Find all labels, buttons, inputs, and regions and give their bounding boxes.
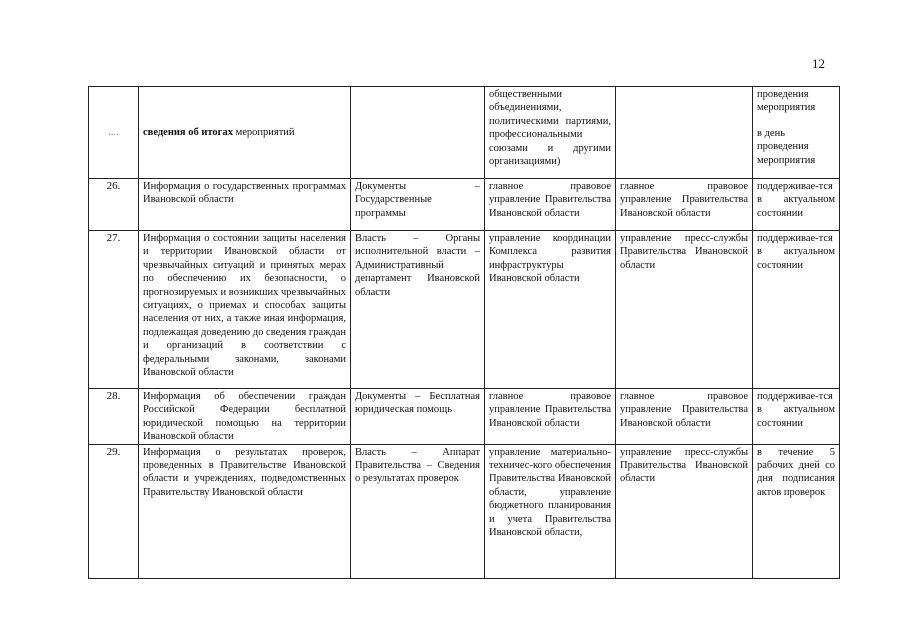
deadline-cell: в течение 5 рабочих дней со дня подписания актов проверок bbox=[753, 444, 840, 578]
publisher-cell: управление пресс-службы Правительства Ивановской области bbox=[616, 231, 753, 389]
info-type-cell: Информация об обеспечении граждан Российской Федерации бесплатной юридической помощью на территории Ивановской области bbox=[139, 389, 351, 445]
publisher-cell: главное правовое управление Правительства Ивановской области bbox=[616, 179, 753, 231]
publisher-cell bbox=[616, 87, 753, 179]
preparer-cell: управление координации Комплекса развития инфраструктуры Ивановской области bbox=[485, 231, 616, 389]
table-row bbox=[89, 389, 840, 445]
info-type-cell bbox=[139, 87, 351, 179]
table-row bbox=[89, 231, 840, 389]
preparer-cell: главное правовое управление Правительства Ивановской области bbox=[485, 389, 616, 445]
table-row-continuation bbox=[89, 87, 840, 179]
site-section-cell bbox=[351, 87, 485, 179]
page-number: 12 bbox=[812, 56, 825, 71]
row-number-cell: 27. bbox=[89, 231, 139, 389]
preparer-cell: управление материально-техничес-кого обеспечения Правительства Ивановской области, управление бюджетного планирования и учета Правительства Ивановской области, bbox=[485, 444, 616, 578]
row-number-cell: .... bbox=[89, 87, 139, 179]
deadline-part-2: в день проведения мероприятия bbox=[757, 127, 816, 166]
preparer-cell: общественными объединениями, политическими партиями, профессиональными союзами и другими организациями) bbox=[485, 87, 616, 179]
table-row bbox=[89, 179, 840, 231]
row-number-cell: 26. bbox=[89, 179, 139, 231]
deadline-cell: поддерживае-тся в актуальном состоянии bbox=[753, 389, 840, 445]
site-section-cell: Документы – Государственные программы bbox=[351, 179, 485, 231]
info-type-cell: Информация о государственных программах Ивановской области bbox=[139, 179, 351, 231]
info-type-cell: Информация о результатах проверок, проведенных в Правительстве Ивановской области и учреждениях, подведомственных Правительству Ивановской области bbox=[139, 444, 351, 578]
row-number-cell: 28. bbox=[89, 389, 139, 445]
deadline-part-1: проведения мероприятия bbox=[757, 89, 816, 114]
info-type-cell: Информация о состоянии защиты населения и территории Ивановской области от чрезвычайных ситуаций и принятых мерах по обеспечению их безопасности, о прогнозируемых и возникших чрезвычайных ситуациях, о приемах и способах защиты населения от них, а также иная информация, подлежащая доведению до сведения граждан и организаций в соответствии с федеральными законами, законами Ивановской области bbox=[139, 231, 351, 389]
site-section-cell: Документы – Бесплатная юридическая помощь bbox=[351, 389, 485, 445]
bold-fragment: сведения об итогах bbox=[143, 127, 233, 139]
preparer-cell: главное правовое управление Правительства Ивановской области bbox=[485, 179, 616, 231]
publisher-cell: главное правовое управление Правительства Ивановской области bbox=[616, 389, 753, 445]
deadline-cell: поддерживае-тся в актуальном состоянии bbox=[753, 179, 840, 231]
information-table bbox=[88, 86, 840, 579]
site-section-cell: Власть – Органы исполнительной власти – Административный департамент Ивановской области bbox=[351, 231, 485, 389]
publisher-cell: управление пресс-службы Правительства Ивановской области bbox=[616, 444, 753, 578]
site-section-cell: Власть – Аппарат Правительства – Сведения о результатах проверок bbox=[351, 444, 485, 578]
deadline-cell: поддерживае-тся в актуальном состоянии bbox=[753, 231, 840, 389]
deadline-cell bbox=[753, 87, 840, 179]
row-number-cell: 29. bbox=[89, 444, 139, 578]
table-row bbox=[89, 444, 840, 578]
text-fragment: мероприятий bbox=[232, 127, 295, 139]
